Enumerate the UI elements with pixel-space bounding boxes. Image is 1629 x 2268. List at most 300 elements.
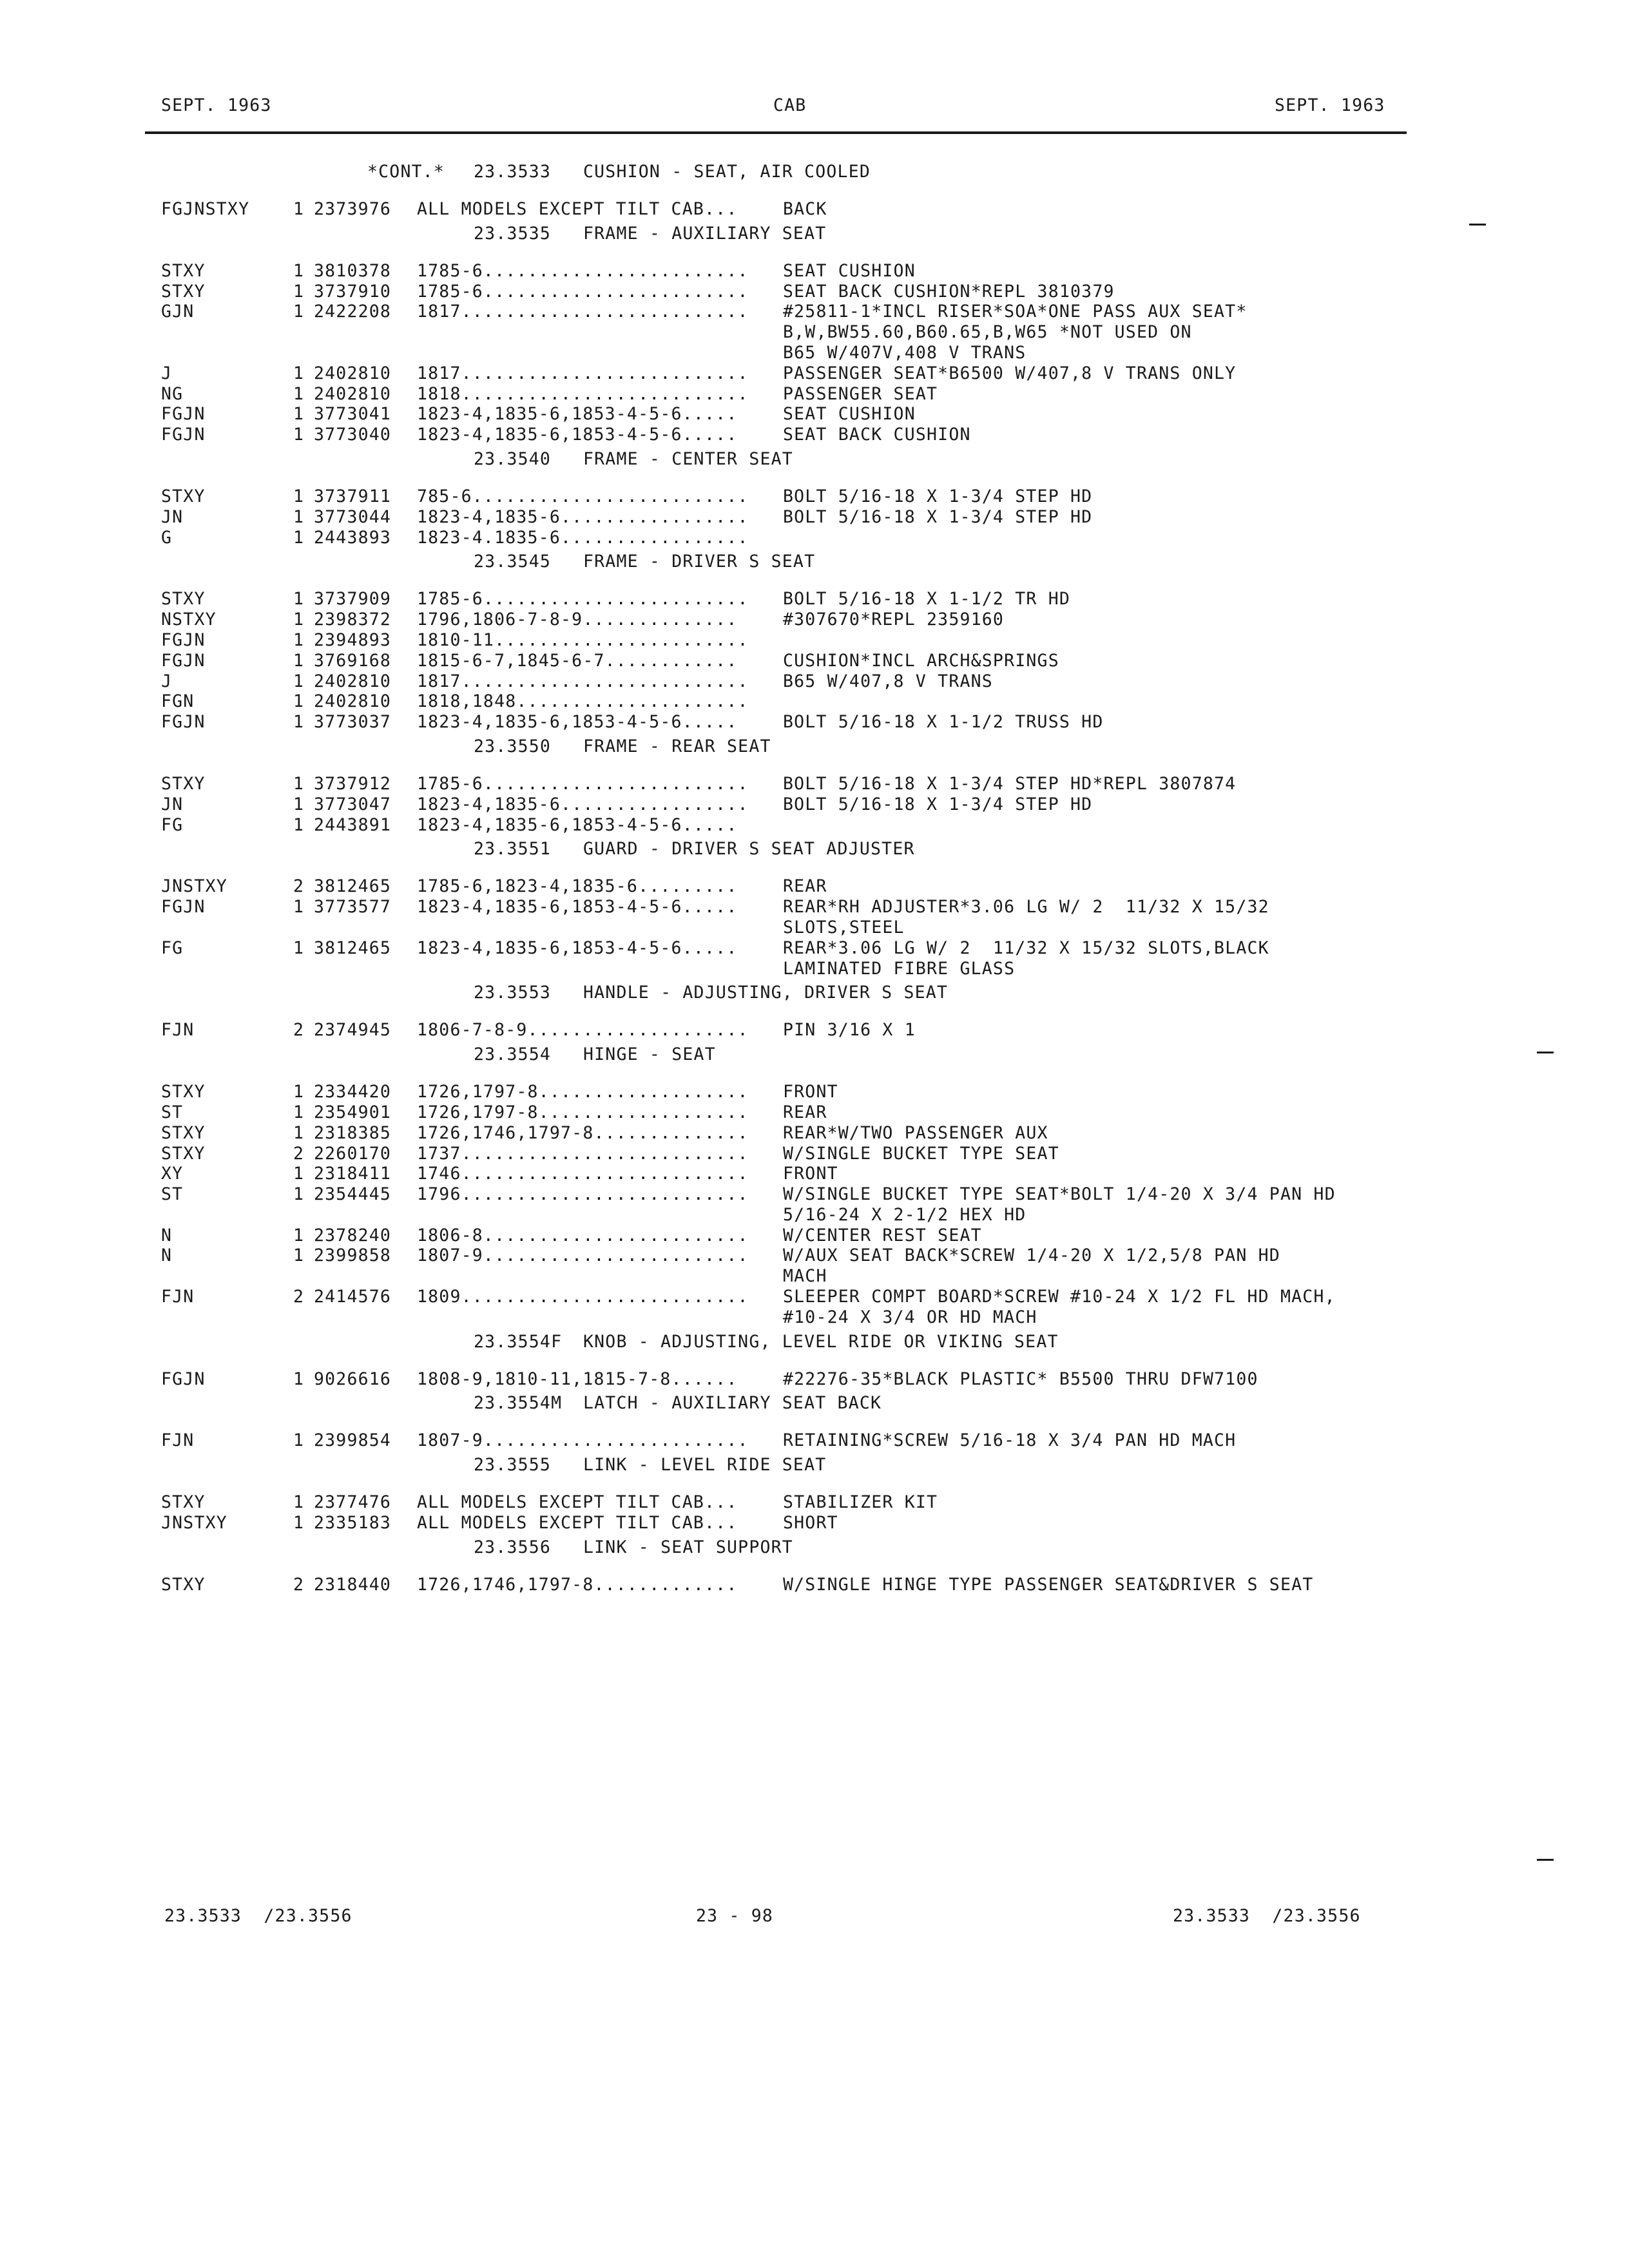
description: PASSENGER SEAT*B6500 W/407,8 V TRANS ONLY xyxy=(783,363,1237,383)
model-codes: NG xyxy=(161,383,184,404)
model-codes: STXY xyxy=(161,486,206,506)
model-codes: FJN xyxy=(161,1430,195,1451)
quantity: 1 xyxy=(293,773,305,794)
part-number: 2422208 xyxy=(314,302,392,322)
part-row xyxy=(0,363,1629,384)
part-number: 3773047 xyxy=(314,794,392,814)
model-codes: STXY xyxy=(161,260,206,281)
part-number: 3737911 xyxy=(314,486,392,506)
section xyxy=(0,1041,1629,1328)
section xyxy=(0,733,1629,835)
header-section-title: CAB xyxy=(773,95,807,115)
section-name: FRAME - DRIVER S SEAT xyxy=(583,552,816,572)
part-number: 3773040 xyxy=(314,425,392,445)
part-number: 2402810 xyxy=(314,671,392,691)
applicability: 1810-11....................... xyxy=(417,629,749,650)
description: W/SINGLE BUCKET TYPE SEAT*BOLT 1/4-20 X 3/4 PAN HD xyxy=(783,1184,1336,1205)
section xyxy=(0,220,1629,445)
applicability: 1726,1746,1797-8............. xyxy=(417,1574,738,1595)
model-codes: FJN xyxy=(161,1020,195,1041)
part-number: 2399854 xyxy=(314,1430,392,1451)
section-name: FRAME - AUXILIARY SEAT xyxy=(583,223,827,244)
section-number: 23.3556 xyxy=(474,1537,552,1557)
part-row xyxy=(0,589,1629,610)
model-codes: FGJN xyxy=(161,629,206,650)
part-number: 2443891 xyxy=(314,814,392,835)
part-number: 3737910 xyxy=(314,281,392,302)
part-number: 3737909 xyxy=(314,589,392,610)
part-row xyxy=(0,384,1629,405)
description: W/AUX SEAT BACK*SCREW 1/4-20 X 1/2,5/8 PAN HD xyxy=(783,1245,1280,1266)
model-codes: FG xyxy=(161,937,184,958)
part-number: 3812465 xyxy=(314,876,392,897)
model-codes: GJN xyxy=(161,302,195,322)
quantity: 2 xyxy=(293,1574,305,1595)
quantity: 1 xyxy=(293,937,305,958)
quantity: 2 xyxy=(293,876,305,897)
quantity: 1 xyxy=(293,1102,305,1122)
applicability: 1823-4,1835-6,1853-4-5-6..... xyxy=(417,425,738,445)
part-row xyxy=(0,528,1629,548)
description: BOLT 5/16-18 X 1-3/4 STEP HD xyxy=(783,794,1093,814)
part-row xyxy=(0,794,1629,815)
section-number: 23.3540 xyxy=(474,448,552,469)
model-codes: STXY xyxy=(161,1122,206,1143)
header-date-right: SEPT. 1963 xyxy=(1275,95,1385,115)
quantity: 1 xyxy=(293,260,305,281)
applicability: 785-6......................... xyxy=(417,486,749,506)
quantity: 1 xyxy=(293,712,305,733)
part-row xyxy=(0,1164,1629,1184)
part-row xyxy=(0,1430,1629,1451)
section-number: 23.3550 xyxy=(474,736,552,756)
part-number: 2398372 xyxy=(314,610,392,630)
model-codes: J xyxy=(161,671,173,691)
quantity: 1 xyxy=(293,629,305,650)
applicability: 1823-4,1835-6................. xyxy=(417,794,749,814)
description: STABILIZER KIT xyxy=(783,1492,938,1513)
applicability: 1726,1746,1797-8.............. xyxy=(417,1122,749,1143)
applicability: 1785-6........................ xyxy=(417,589,749,610)
description-continuation-row xyxy=(0,959,1629,979)
description: PASSENGER SEAT xyxy=(783,383,938,404)
description: SEAT BACK CUSHION*REPL 3810379 xyxy=(783,281,1115,302)
part-row xyxy=(0,1082,1629,1102)
section xyxy=(0,548,1629,733)
part-number: 2318440 xyxy=(314,1574,392,1595)
description: W/SINGLE HINGE TYPE PASSENGER SEAT&DRIVER S SEAT xyxy=(783,1574,1314,1595)
margin-mark xyxy=(1537,1052,1554,1053)
part-row xyxy=(0,774,1629,794)
section-name: HANDLE - ADJUSTING, DRIVER S SEAT xyxy=(583,983,949,1003)
section-name: KNOB - ADJUSTING, LEVEL RIDE OR VIKING SEAT xyxy=(583,1331,1059,1352)
model-codes: JNSTXY xyxy=(161,876,227,897)
section-number: 23.3533 xyxy=(474,162,552,182)
section-rows xyxy=(0,1369,1629,1390)
applicability: 1823-4,1835-6,1853-4-5-6..... xyxy=(417,897,738,918)
model-codes: NSTXY xyxy=(161,610,217,630)
description-continued: B65 W/407V,408 V TRANS xyxy=(783,342,1027,363)
description: BACK xyxy=(783,199,827,219)
continued-section-title xyxy=(0,158,1629,199)
quantity: 1 xyxy=(293,589,305,610)
applicability: 1785-6........................ xyxy=(417,281,749,302)
applicability: 1785-6,1823-4,1835-6......... xyxy=(417,876,738,897)
description: RETAINING*SCREW 5/16-18 X 3/4 PAN HD MACH xyxy=(783,1430,1237,1451)
part-row xyxy=(0,302,1629,322)
section-name: FRAME - REAR SEAT xyxy=(583,736,771,756)
section-number: 23.3545 xyxy=(474,552,552,572)
section-title xyxy=(0,548,1629,589)
part-number: 2394893 xyxy=(314,629,392,650)
quantity: 1 xyxy=(293,610,305,630)
description-continued: SLOTS,STEEL xyxy=(783,917,905,937)
part-number: 2443893 xyxy=(314,527,392,548)
header-rule xyxy=(145,131,1407,134)
part-number: 2402810 xyxy=(314,383,392,404)
section xyxy=(0,1533,1629,1595)
quantity: 1 xyxy=(293,363,305,383)
applicability: 1746.......................... xyxy=(417,1164,749,1184)
part-number: 3773044 xyxy=(314,506,392,527)
continued-marker: *CONT.* xyxy=(367,162,445,182)
quantity: 1 xyxy=(293,814,305,835)
part-row xyxy=(0,486,1629,507)
margin-mark xyxy=(1469,224,1486,226)
model-codes: FGN xyxy=(161,691,195,712)
part-number: 3810378 xyxy=(314,260,392,281)
part-number: 3773577 xyxy=(314,897,392,918)
model-codes: JN xyxy=(161,506,184,527)
footer-range-right: 23.3533 /23.3556 xyxy=(1173,1906,1361,1926)
quantity: 1 xyxy=(293,1430,305,1451)
description: REAR*3.06 LG W/ 2 11/32 X 15/32 SLOTS,BLACK xyxy=(783,937,1269,958)
part-row xyxy=(0,651,1629,671)
description: FRONT xyxy=(783,1082,838,1102)
description: BOLT 5/16-18 X 1-1/2 TR HD xyxy=(783,589,1071,610)
section-title xyxy=(0,1389,1629,1430)
description: BOLT 5/16-18 X 1-3/4 STEP HD xyxy=(783,506,1093,527)
part-row xyxy=(0,1102,1629,1123)
quantity: 1 xyxy=(293,1184,305,1205)
quantity: 1 xyxy=(293,527,305,548)
model-codes: G xyxy=(161,527,173,548)
applicability: ALL MODELS EXCEPT TILT CAB... xyxy=(417,199,738,219)
sections xyxy=(0,220,1629,1595)
description-continued: #10-24 X 3/4 OR HD MACH xyxy=(783,1307,1037,1327)
part-number: 3737912 xyxy=(314,773,392,794)
section-number: 23.3551 xyxy=(474,839,552,860)
applicability: 1785-6........................ xyxy=(417,260,749,281)
section xyxy=(0,835,1629,979)
model-codes: FGJN xyxy=(161,712,206,733)
applicability: 1823-4,1835-6,1853-4-5-6..... xyxy=(417,404,738,425)
model-codes: STXY xyxy=(161,1492,206,1513)
applicability: 1818,1848..................... xyxy=(417,691,749,712)
part-row xyxy=(0,1287,1629,1307)
model-codes: FGJN xyxy=(161,425,206,445)
model-codes: ST xyxy=(161,1102,184,1122)
section-title xyxy=(0,979,1629,1020)
model-codes: FGJN xyxy=(161,897,206,918)
applicability: 1823-4.1835-6................. xyxy=(417,527,749,548)
description: CUSHION*INCL ARCH&SPRINGS xyxy=(783,650,1059,671)
part-row xyxy=(0,691,1629,712)
quantity: 1 xyxy=(293,1122,305,1143)
quantity: 2 xyxy=(293,1287,305,1307)
part-row xyxy=(0,1492,1629,1513)
description: B65 W/407,8 V TRANS xyxy=(783,671,993,691)
part-row xyxy=(0,507,1629,528)
quantity: 1 xyxy=(293,425,305,445)
section-rows xyxy=(0,261,1629,445)
quantity: 1 xyxy=(293,506,305,527)
part-row xyxy=(0,282,1629,302)
applicability: 1809.......................... xyxy=(417,1287,749,1307)
part-row xyxy=(0,1225,1629,1246)
section-rows xyxy=(0,774,1629,835)
applicability: 1818.......................... xyxy=(417,383,749,404)
applicability: 1785-6........................ xyxy=(417,773,749,794)
section-title xyxy=(0,1328,1629,1369)
applicability: 1806-8........................ xyxy=(417,1225,749,1245)
part-row xyxy=(0,404,1629,425)
part-row xyxy=(0,1184,1629,1205)
applicability: 1726,1797-8................... xyxy=(417,1102,749,1122)
description: SEAT CUSHION xyxy=(783,404,916,425)
quantity: 2 xyxy=(293,1143,305,1164)
description: #307670*REPL 2359160 xyxy=(783,610,1005,630)
section xyxy=(0,1451,1629,1533)
applicability: 1737.......................... xyxy=(417,1143,749,1164)
model-codes: FGJNSTXY xyxy=(161,199,250,219)
description: W/SINGLE BUCKET TYPE SEAT xyxy=(783,1143,1059,1164)
description: REAR xyxy=(783,876,827,897)
part-number: 2318411 xyxy=(314,1164,392,1184)
description: W/CENTER REST SEAT xyxy=(783,1225,982,1245)
section-name: FRAME - CENTER SEAT xyxy=(583,448,793,469)
part-row xyxy=(0,897,1629,918)
applicability: 1807-9........................ xyxy=(417,1245,749,1266)
part-number: 2373976 xyxy=(314,199,392,219)
quantity: 1 xyxy=(293,404,305,425)
model-codes: ST xyxy=(161,1184,184,1205)
quantity: 1 xyxy=(293,897,305,918)
applicability: 1796,1806-7-8-9.............. xyxy=(417,610,738,630)
part-row xyxy=(0,261,1629,282)
section-title xyxy=(0,1533,1629,1575)
quantity: 1 xyxy=(293,794,305,814)
description: FRONT xyxy=(783,1164,838,1184)
model-codes: JN xyxy=(161,794,184,814)
section-number: 23.3535 xyxy=(474,223,552,244)
parts-listing xyxy=(0,158,1629,1595)
description-continuation-row xyxy=(0,1205,1629,1225)
description-continuation-row xyxy=(0,343,1629,363)
applicability: 1815-6-7,1845-6-7............ xyxy=(417,650,738,671)
part-number: 2374945 xyxy=(314,1020,392,1041)
section-title xyxy=(0,1041,1629,1082)
part-row xyxy=(0,671,1629,692)
part-number: 2402810 xyxy=(314,691,392,712)
part-number: 2334420 xyxy=(314,1082,392,1102)
description-continuation-row xyxy=(0,1266,1629,1287)
quantity: 2 xyxy=(293,1020,305,1041)
section-rows xyxy=(0,486,1629,548)
part-row xyxy=(0,1123,1629,1144)
section-name: GUARD - DRIVER S SEAT ADJUSTER xyxy=(583,839,915,860)
description: SLEEPER COMPT BOARD*SCREW #10-24 X 1/2 FL HD MACH, xyxy=(783,1287,1336,1307)
model-codes: N xyxy=(161,1245,173,1266)
model-codes: FJN xyxy=(161,1287,195,1307)
description: BOLT 5/16-18 X 1-1/2 TRUSS HD xyxy=(783,712,1104,733)
part-row xyxy=(0,610,1629,630)
model-codes: STXY xyxy=(161,1143,206,1164)
section-name: LINK - LEVEL RIDE SEAT xyxy=(583,1455,827,1475)
continued-rows xyxy=(0,199,1629,220)
part-number: 2377476 xyxy=(314,1492,392,1513)
section xyxy=(0,1389,1629,1451)
part-row xyxy=(0,425,1629,445)
section xyxy=(0,979,1629,1041)
section-rows xyxy=(0,1430,1629,1451)
description-continued: LAMINATED FIBRE GLASS xyxy=(783,958,1016,979)
description: #22276-35*BLACK PLASTIC* B5500 THRU DFW7100 xyxy=(783,1369,1258,1389)
applicability: 1823-4,1835-6................. xyxy=(417,506,749,527)
description: BOLT 5/16-18 X 1-3/4 STEP HD xyxy=(783,486,1093,506)
applicability: 1823-4,1835-6,1853-4-5-6..... xyxy=(417,937,738,958)
applicability: ALL MODELS EXCEPT TILT CAB... xyxy=(417,1513,738,1533)
section-rows xyxy=(0,589,1629,733)
part-number: 9026616 xyxy=(314,1369,392,1389)
section-title xyxy=(0,835,1629,876)
part-row xyxy=(0,199,1629,220)
part-row xyxy=(0,1144,1629,1164)
description: SEAT CUSHION xyxy=(783,260,916,281)
quantity: 1 xyxy=(293,1492,305,1513)
description: BOLT 5/16-18 X 1-3/4 STEP HD*REPL 3807874 xyxy=(783,773,1237,794)
part-number: 2260170 xyxy=(314,1143,392,1164)
part-row xyxy=(0,630,1629,651)
section-name: HINGE - SEAT xyxy=(583,1044,716,1065)
part-row xyxy=(0,712,1629,733)
quantity: 1 xyxy=(293,302,305,322)
description: SHORT xyxy=(783,1513,838,1533)
quantity: 1 xyxy=(293,383,305,404)
model-codes: STXY xyxy=(161,773,206,794)
quantity: 1 xyxy=(293,1513,305,1533)
section xyxy=(0,445,1629,548)
footer-range-left: 23.3533 /23.3556 xyxy=(164,1906,352,1926)
part-number: 3769168 xyxy=(314,650,392,671)
description: REAR*RH ADJUSTER*3.06 LG W/ 2 11/32 X 15/32 xyxy=(783,897,1269,918)
section-rows xyxy=(0,1492,1629,1533)
section-rows xyxy=(0,876,1629,979)
part-number: 3773037 xyxy=(314,712,392,733)
description-continued: B,W,BW55.60,B60.65,B,W65 *NOT USED ON xyxy=(783,322,1192,343)
section-name: CUSHION - SEAT, AIR COOLED xyxy=(583,162,871,182)
part-number: 3773041 xyxy=(314,404,392,425)
quantity: 1 xyxy=(293,1082,305,1102)
section-rows xyxy=(0,1082,1629,1328)
quantity: 1 xyxy=(293,281,305,302)
model-codes: FGJN xyxy=(161,650,206,671)
part-row xyxy=(0,1245,1629,1266)
section xyxy=(0,1328,1629,1390)
part-row xyxy=(0,938,1629,959)
model-codes: N xyxy=(161,1225,173,1245)
model-codes: JNSTXY xyxy=(161,1513,227,1533)
description-continuation-row xyxy=(0,1307,1629,1328)
model-codes: FG xyxy=(161,814,184,835)
description: REAR*W/TWO PASSENGER AUX xyxy=(783,1122,1048,1143)
part-number: 2318385 xyxy=(314,1122,392,1143)
header-date-left: SEPT. 1963 xyxy=(161,95,272,115)
applicability: 1796.......................... xyxy=(417,1184,749,1205)
quantity: 1 xyxy=(293,199,305,219)
section-title xyxy=(0,220,1629,261)
applicability: 1817.......................... xyxy=(417,671,749,691)
description: PIN 3/16 X 1 xyxy=(783,1020,916,1041)
applicability: 1808-9,1810-11,1815-7-8...... xyxy=(417,1369,738,1389)
part-row xyxy=(0,1575,1629,1595)
model-codes: XY xyxy=(161,1164,184,1184)
section-title xyxy=(0,733,1629,774)
applicability: 1806-7-8-9.................... xyxy=(417,1020,749,1041)
footer-page-number: 23 - 98 xyxy=(696,1906,774,1926)
applicability: 1817.......................... xyxy=(417,302,749,322)
quantity: 1 xyxy=(293,650,305,671)
quantity: 1 xyxy=(293,671,305,691)
applicability: ALL MODELS EXCEPT TILT CAB... xyxy=(417,1492,738,1513)
section-number: 23.3554M xyxy=(474,1393,563,1414)
quantity: 1 xyxy=(293,1369,305,1389)
section-title xyxy=(0,1451,1629,1492)
description-continuation-row xyxy=(0,918,1629,938)
description: #25811-1*INCL RISER*SOA*ONE PASS AUX SEAT* xyxy=(783,302,1248,322)
part-number: 2354901 xyxy=(314,1102,392,1122)
applicability: 1807-9........................ xyxy=(417,1430,749,1451)
section-number: 23.3553 xyxy=(474,983,552,1003)
model-codes: STXY xyxy=(161,1574,206,1595)
margin-mark xyxy=(1537,1859,1554,1861)
description: REAR xyxy=(783,1102,827,1122)
applicability: 1817.......................... xyxy=(417,363,749,383)
part-number: 2399858 xyxy=(314,1245,392,1266)
section-title xyxy=(0,445,1629,486)
model-codes: FGJN xyxy=(161,404,206,425)
section-number: 23.3554F xyxy=(474,1331,563,1352)
part-row xyxy=(0,1020,1629,1041)
description: SEAT BACK CUSHION xyxy=(783,425,971,445)
model-codes: FGJN xyxy=(161,1369,206,1389)
section-name: LATCH - AUXILIARY SEAT BACK xyxy=(583,1393,882,1414)
applicability: 1823-4,1835-6,1853-4-5-6..... xyxy=(417,814,738,835)
part-number: 3812465 xyxy=(314,937,392,958)
part-number: 2414576 xyxy=(314,1287,392,1307)
part-row xyxy=(0,1513,1629,1533)
section-name: LINK - SEAT SUPPORT xyxy=(583,1537,793,1557)
part-row xyxy=(0,1369,1629,1390)
model-codes: J xyxy=(161,363,173,383)
part-number: 2402810 xyxy=(314,363,392,383)
applicability: 1726,1797-8................... xyxy=(417,1082,749,1102)
part-number: 2378240 xyxy=(314,1225,392,1245)
quantity: 1 xyxy=(293,691,305,712)
model-codes: STXY xyxy=(161,281,206,302)
quantity: 1 xyxy=(293,1164,305,1184)
model-codes: STXY xyxy=(161,589,206,610)
